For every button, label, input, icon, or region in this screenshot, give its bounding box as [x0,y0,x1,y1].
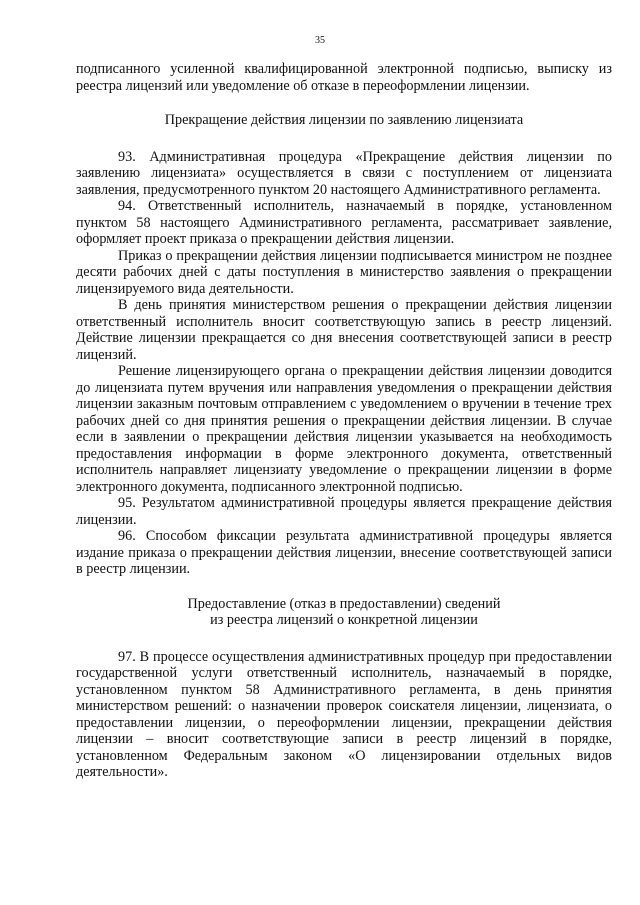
paragraph-94-notification: Решение лицензирующего органа о прекращении действия лицензии доводится до лицензиата путем вручения или направления уведомления о прекращении действия лицензии заказным почтовым отправлением с уведомлением о вручении в течение трех рабочих дней со дня принятия решения о прекращении действия лицензии. В случае если в заявлении о прекращении действия лицензии указывается на необходимость предоставления информации в форме электронного документа, ответственный исполнитель направляет лицензиату уведомление о прекращении лицензии в форме электронного документа, подписанного электронной подписью. [76,363,612,495]
paragraph-93: 93. Административная процедура «Прекращение действия лицензии по заявлению лицензиата» осуществляется в связи с поступлением от лицензиата заявления, предусмотренного пунктом 20 настоящего Административного регламента. [76,148,612,198]
paragraph-94-order: Приказ о прекращении действия лицензии подписывается министром не позднее десяти рабочих дней с даты поступления в министерство заявления о прекращении лицензируемого вида деятельности. [76,247,612,297]
paragraph-97: 97. В процессе осуществления административных процедур при предоставлении государственной услуги ответственный исполнитель, назначаемый в порядке, установленном пунктом 58 Административного регламента, в день принятия министерством решений: о назначении проверок соискателя лицензии, лицензиата, о предоставлении лицензии, о переоформлении лицензии, прекращении действия лицензии – вносит соответствующие записи в реестр лицензий в порядке, установленном Федеральным законом «О лицензировании отдельных видов деятельности». [76,648,612,780]
paragraph-95: 95. Результатом административной процедуры является прекращение действия лицензии. [76,495,612,528]
paragraph-96: 96. Способом фиксации результата административной процедуры является издание приказа о прекращении действия лицензии, внесение соответствующей записи в реестр лицензии. [76,528,612,577]
paragraph-94: 94. Ответственный исполнитель, назначаемый в порядке, установленном пунктом 58 настоящего Административного регламента, рассматривает заявление, оформляет проект приказа о прекращении действия лицензии. [76,198,612,247]
paragraph-continuation: подписанного усиленной квалифицированной электронной подписью, выписку из реестра лицензий или уведомление об отказе в переоформлении лицензии. [76,61,612,94]
paragraph-94-registry: В день принятия министерством решения о прекращении действия лицензии ответственный исполнитель вносит соответствующую запись в реестр лицензий. Действие лицензии прекращается со дня внесения соответствующей записи в реестр лицензий. [76,297,612,363]
section-heading-registry-info-line1: Предоставление (отказ в предоставлении) сведений [187,595,501,612]
document-body [76,61,612,781]
page-number: 35 [315,35,325,46]
section-heading-registry-info-line2: из реестра лицензий о конкретной лицензии [210,612,478,628]
section-heading-termination: Прекращение действия лицензии по заявлению лицензиата [164,112,524,128]
